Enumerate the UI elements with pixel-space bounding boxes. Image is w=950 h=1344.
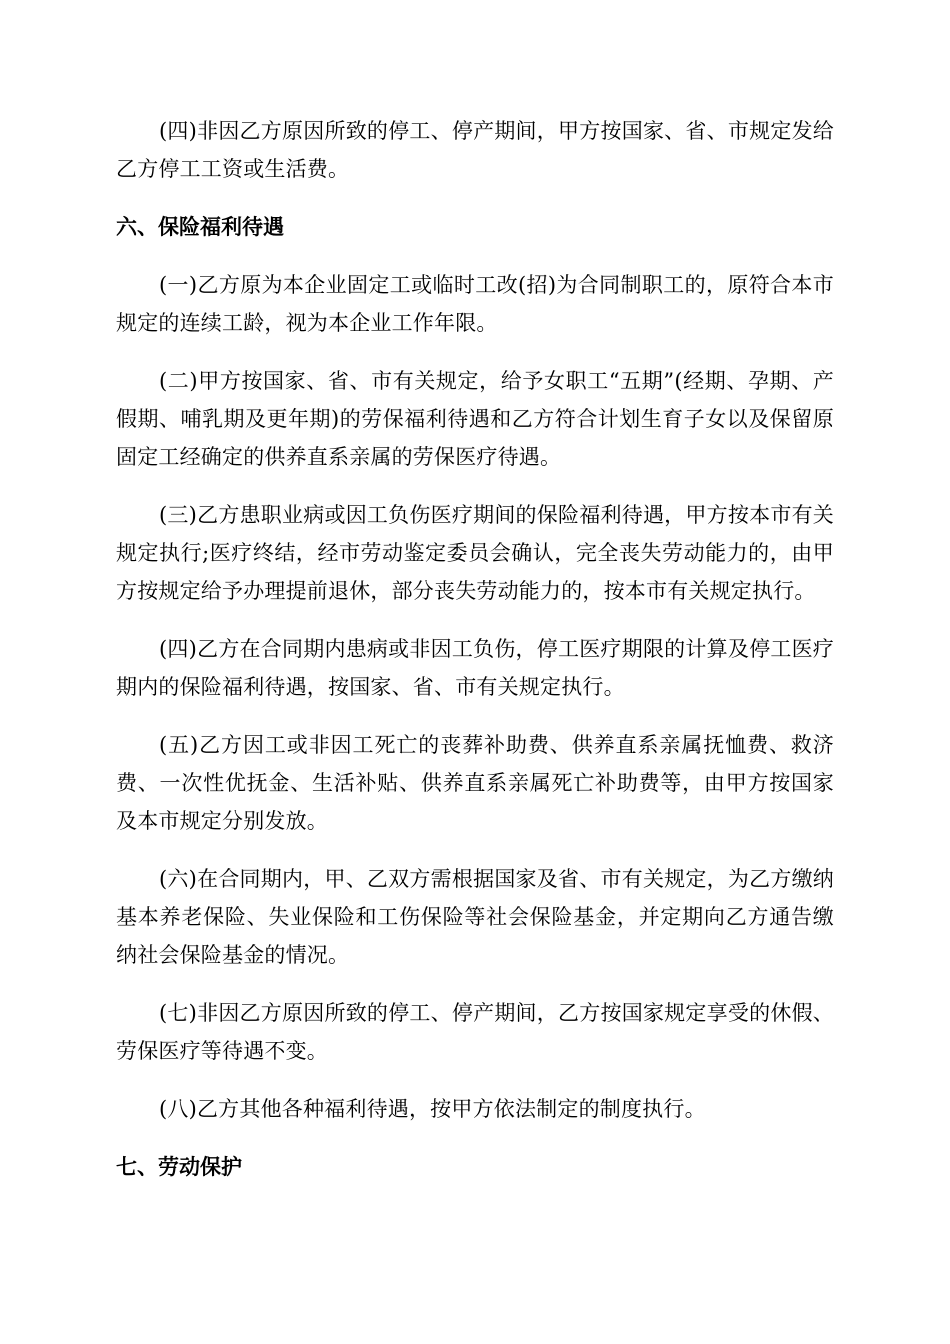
paragraph-6-3: (三)乙方患职业病或因工负伤医疗期间的保险福利待遇，甲方按本市有关规定执行;医疗终结，经市劳动鉴定委员会确认，完全丧失劳动能力的，由甲方按规定给予办理提前退休，部分丧失劳动能力的，按本市有关规定执行。 <box>116 503 834 603</box>
document-page <box>116 112 834 1206</box>
section-heading-6: 六、保险福利待遇 <box>116 215 284 239</box>
paragraph-6-7: (七)非因乙方原因所致的停工、停产期间，乙方按国家规定享受的休假、劳保医疗等待遇不变。 <box>116 1001 834 1063</box>
paragraph-6-6: (六)在合同期内，甲、乙双方需根据国家及省、市有关规定，为乙方缴纳基本养老保险、失业保险和工伤保险等社会保险基金，并定期向乙方通告缴纳社会保险基金的情况。 <box>116 867 834 967</box>
paragraph-6-1: (一)乙方原为本企业固定工或临时工改(招)为合同制职工的，原符合本市规定的连续工龄，视为本企业工作年限。 <box>116 273 834 335</box>
paragraph-6-8: (八)乙方其他各种福利待遇，按甲方依法制定的制度执行。 <box>159 1097 706 1121</box>
paragraph-5-4: (四)非因乙方原因所致的停工、停产期间，甲方按国家、省、市规定发给乙方停工工资或生活费。 <box>116 119 834 181</box>
paragraph-6-2: (二)甲方按国家、省、市有关规定，给予女职工“五期”(经期、孕期、产假期、哺乳期及更年期)的劳保福利待遇和乙方符合计划生育子女以及保留原固定工经确定的供养直系亲属的劳保医疗待遇。 <box>116 369 834 469</box>
paragraph-6-5: (五)乙方因工或非因工死亡的丧葬补助费、供养直系亲属抚恤费、救济费、一次性优抚金、生活补贴、供养直系亲属死亡补助费等，由甲方按国家及本市规定分别发放。 <box>116 733 834 833</box>
section-heading-7: 七、劳动保护 <box>116 1155 242 1179</box>
paragraph-6-4: (四)乙方在合同期内患病或非因工负伤，停工医疗期限的计算及停工医疗期内的保险福利待遇，按国家、省、市有关规定执行。 <box>116 637 834 699</box>
